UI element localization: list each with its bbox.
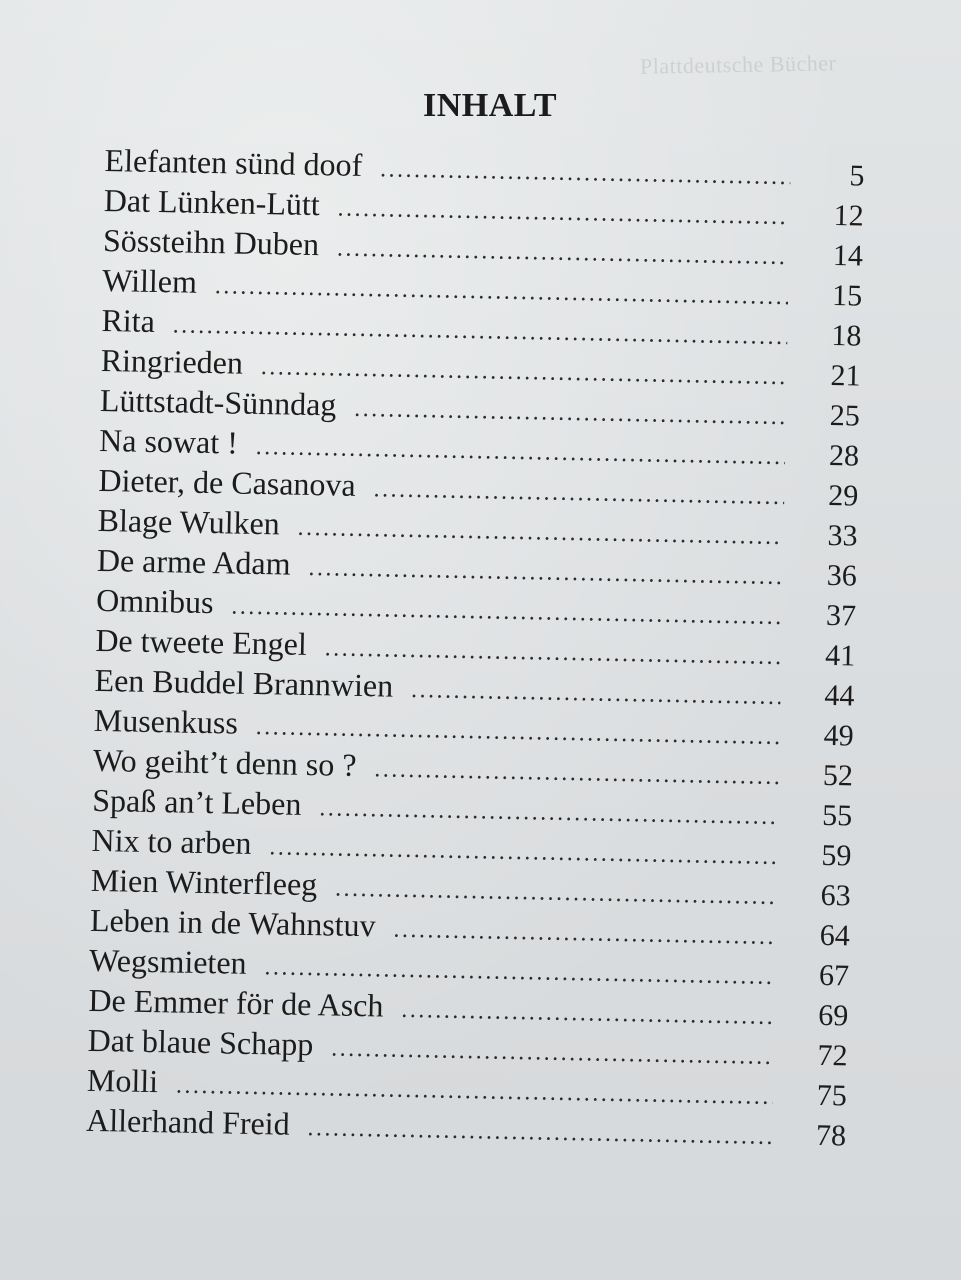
toc-entry-page-number: 63 — [820, 878, 851, 913]
toc-entry-title: Lüttstadt-Sünndag — [99, 381, 337, 423]
toc-entry-title: Ringrieden — [100, 341, 244, 381]
toc-entry-title: Mien Winterfleeg — [90, 861, 318, 903]
toc-entry-page-number: 29 — [827, 478, 859, 513]
dot-leader — [401, 990, 775, 1037]
toc-entry-title: Dat blaue Schapp — [87, 1021, 314, 1063]
toc-entry-page-number: 36 — [826, 558, 858, 593]
toc-entry-title: Spaß an’t Leben — [91, 781, 302, 822]
toc-entry-title: Dieter, de Casanova — [98, 461, 357, 503]
toc-entry-page-number: 64 — [819, 918, 851, 953]
toc-entry-page-number: 59 — [821, 838, 852, 873]
bleed-through-text: Plattdeutsche Bücher — [639, 50, 837, 79]
toc-entry-title: De arme Adam — [96, 541, 291, 582]
toc-entry-page-number: 49 — [823, 718, 855, 753]
toc-entry-title: Leben in de Wahnstuv — [89, 901, 376, 944]
toc-entry-title: Molli — [86, 1061, 159, 1100]
toc-entry-title: Elefanten sünd doof — [104, 141, 363, 183]
page-title: INHALT — [422, 86, 558, 124]
toc-entry-page-number: 25 — [829, 398, 861, 433]
toc-entry-title: Nix to arben — [91, 821, 252, 861]
toc-entry-title: De Emmer för de Asch — [88, 981, 384, 1024]
toc-entry-page-number: 12 — [833, 199, 864, 233]
toc-entry-title: Een Buddel Brannwien — [94, 661, 394, 704]
toc-entry-title: Rita — [101, 301, 156, 339]
toc-entry-page-number: 5 — [849, 159, 865, 193]
toc-entry-page-number: 15 — [831, 278, 863, 313]
toc-entry-page-number: 21 — [830, 358, 861, 393]
table-of-contents — [86, 140, 865, 1154]
toc-entry-page-number: 44 — [824, 678, 855, 713]
toc-entry-page-number: 55 — [821, 798, 853, 833]
toc-entry-page-number: 18 — [831, 318, 862, 353]
toc-entry-page-number: 41 — [824, 638, 856, 673]
toc-entry-page-number: 28 — [828, 438, 860, 473]
toc-entry-title: Sössteihn Duben — [102, 221, 320, 263]
toc-entry-page-number: 78 — [815, 1118, 847, 1153]
toc-entry-title: Omnibus — [95, 581, 214, 621]
toc-entry-page-number: 67 — [818, 958, 850, 993]
toc-entry-page-number: 14 — [832, 238, 864, 273]
toc-entry-page-number: 37 — [825, 598, 857, 633]
dot-leader — [307, 1108, 772, 1157]
toc-entry-page-number: 69 — [818, 998, 849, 1033]
toc-entry-title: Blage Wulken — [97, 501, 281, 542]
toc-entry-title: Dat Lünken-Lütt — [103, 181, 321, 223]
toc-entry-title: Wo geiht’t denn so ? — [92, 741, 357, 783]
toc-entry-title: Willem — [101, 261, 198, 300]
toc-entry-page-number: 33 — [827, 518, 858, 553]
toc-entry-title: Allerhand Freid — [85, 1101, 290, 1142]
toc-entry-title: Musenkuss — [93, 701, 239, 741]
dot-leader — [411, 670, 781, 717]
toc-entry-page-number: 75 — [816, 1078, 848, 1113]
toc-entry-title: Wegsmieten — [88, 941, 247, 981]
toc-entry-title: Na sowat ! — [98, 421, 239, 461]
toc-entry-title: De tweete Engel — [95, 621, 308, 662]
toc-entry-page-number: 52 — [822, 758, 854, 793]
toc-entry-page-number: 72 — [817, 1038, 848, 1073]
